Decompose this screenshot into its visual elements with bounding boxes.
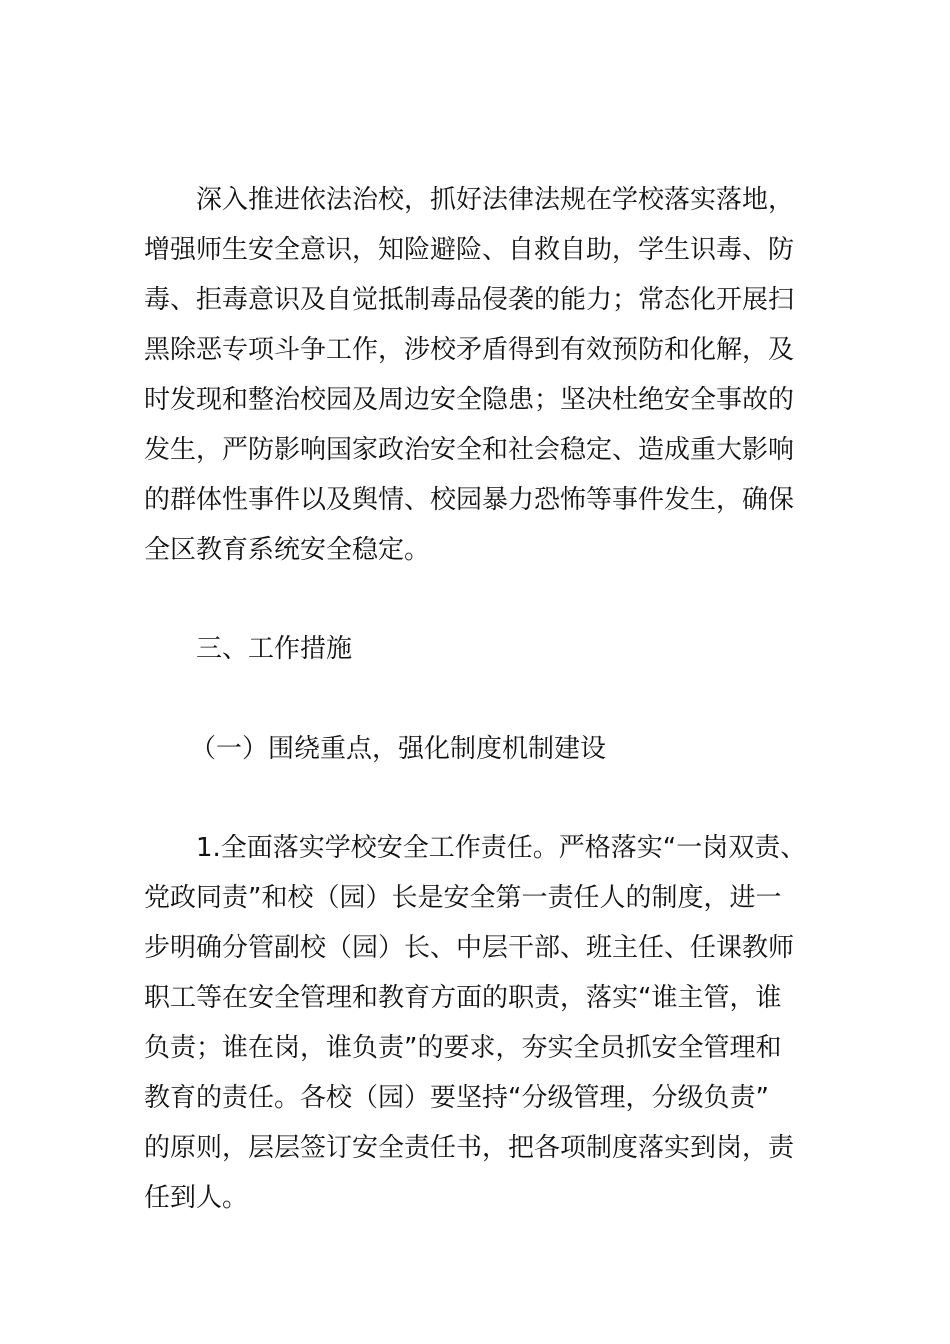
paragraph-2-line: 负责；谁在岗，谁负责”的要求，夯实全员抓安全管理和 (144, 1033, 782, 1063)
paragraph-2-line: 的原则，层层签订安全责任书，把各项制度落实到岗，责 (144, 1133, 795, 1163)
paragraph-1-line: 时发现和整治校园及周边安全隐患；坚决杜绝安全事故的 (144, 385, 795, 415)
paragraph-2-line: 职工等在安全管理和教育方面的职责，落实“谁主管，谁 (144, 983, 782, 1013)
paragraph-2-line: 任到人。 (144, 1183, 249, 1213)
subsection-heading: （一）围绕重点，强化制度机制建设 (190, 734, 607, 764)
paragraph-1-line: 毒、拒毒意识及自觉抵制毒品侵袭的能力；常态化开展扫 (144, 285, 795, 315)
paragraph-2-line: 步明确分管副校（园）长、中层干部、班主任、任课教师 (144, 933, 795, 963)
paragraph-1-line: 全区教育系统安全稳定。 (144, 535, 431, 565)
paragraph-1-line: 增强师生安全意识，知险避险、自救自助，学生识毒、防 (144, 235, 795, 265)
paragraph-1-line: 黑除恶专项斗争工作，涉校矛盾得到有效预防和化解，及 (144, 335, 795, 365)
section-heading: 三、工作措施 (196, 634, 353, 664)
paragraph-2-line: 1.全面落实学校安全工作责任。严格落实“一岗双责、 (196, 833, 807, 863)
paragraph-1-line: 的群体性事件以及舆情、校园暴力恐怖等事件发生，确保 (144, 485, 795, 515)
paragraph-1-line: 深入推进依法治校，抓好法律法规在学校落实落地， (196, 185, 795, 215)
paragraph-2-line: 教育的责任。各校（园）要坚持“分级管理，分级负责” (144, 1083, 769, 1113)
paragraph-2-line: 党政同责”和校（园）长是安全第一责任人的制度，进一 (144, 883, 782, 913)
paragraph-1-line: 发生，严防影响国家政治安全和社会稳定、造成重大影响 (144, 435, 795, 465)
